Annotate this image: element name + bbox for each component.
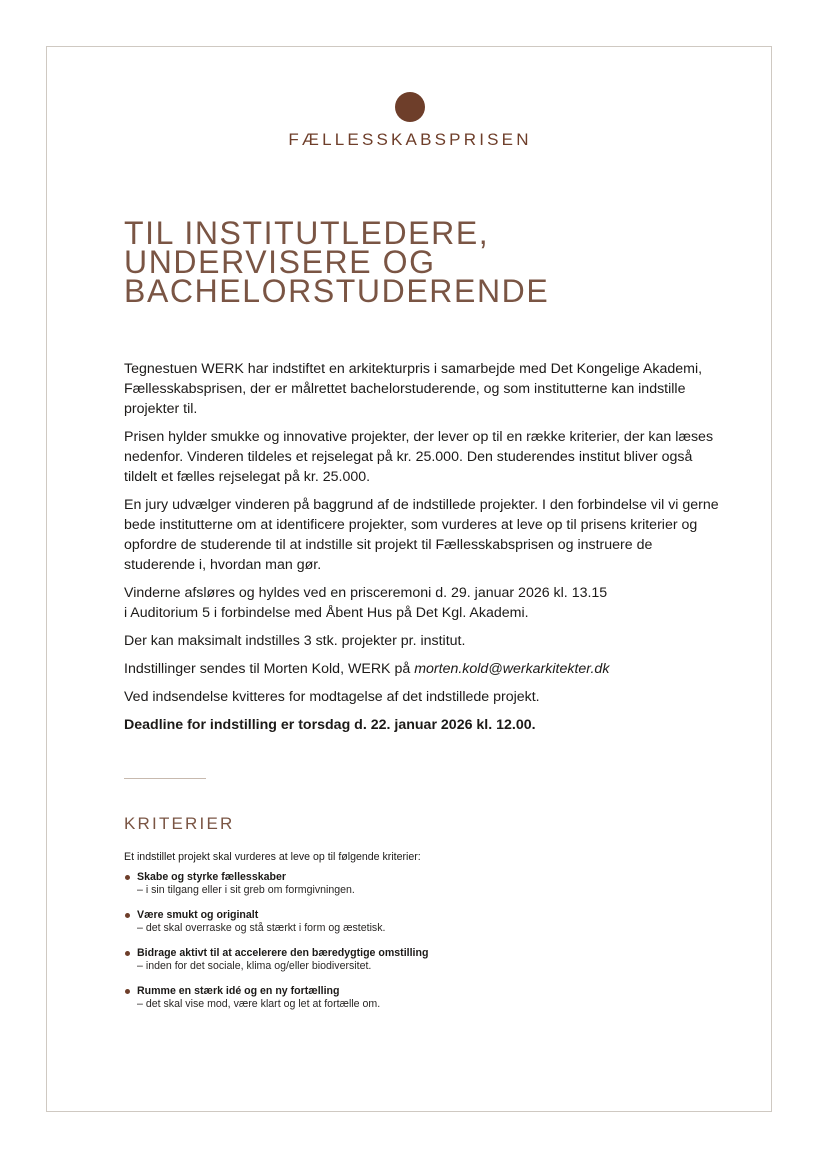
criteria-intro: Et indstillet projekt skal vurderes at leve op til følgende kriterier: <box>124 851 421 863</box>
deadline-text: Deadline for indstilling er torsdag d. 22. januar 2026 kl. 12.00. <box>124 717 536 733</box>
criteria-item <box>124 947 428 973</box>
ceremony-line-2: i Auditorium 5 i forbindelse med Åbent Hus på Det Kgl. Akademi. <box>124 605 529 621</box>
ceremony-line-1: Vinderne afsløres og hyldes ved en prisceremoni d. 29. januar 2026 kl. 13.15 <box>124 585 608 601</box>
submission-text: Indstillinger sendes til Morten Kold, WERK på <box>124 661 415 677</box>
criteria-heading: KRITERIER <box>124 814 235 833</box>
bullet-icon <box>125 989 130 994</box>
paragraph-max: Der kan maksimalt indstilles 3 stk. projekter pr. institut. <box>124 633 466 649</box>
criteria-item-title: Rumme en stærk idé og en ny fortælling <box>137 985 340 997</box>
paragraph-ceremony <box>124 583 724 623</box>
email-link[interactable]: morten.kold@werkarkitekter.dk <box>414 661 610 677</box>
title-line-1: TIL INSTITUTLEDERE, <box>124 215 490 251</box>
bullet-icon <box>125 875 130 880</box>
criteria-item <box>124 909 428 935</box>
criteria-item-desc: – det skal vise mod, være klart og let at fortælle om. <box>137 998 381 1010</box>
logo-dot-icon <box>395 92 425 122</box>
title-line-2: UNDERVISERE OG <box>124 244 436 280</box>
criteria-list <box>124 871 428 1023</box>
paragraph-jury: En jury udvælger vinderen på baggrund af de indstillede projekter. I den forbindelse vil vi gerne bede institutterne om at identificere projekter, som vurderes at leve op til prisens kriterier og opfordre de studerende til at indstille sit projekt til Fællesskabsprisen og instruere de studerende i, hvordan man gør. <box>124 497 719 573</box>
paragraph-receipt: Ved indsendelse kvitteres for modtagelse af det indstillede projekt. <box>124 689 540 705</box>
criteria-item <box>124 871 428 897</box>
page-title <box>124 215 550 309</box>
criteria-item-desc: – i sin tilgang eller i sit greb om formgivningen. <box>137 884 355 896</box>
criteria-item-desc: – inden for det sociale, klima og/eller biodiversitet. <box>137 960 372 972</box>
body-text <box>124 359 724 743</box>
logo-wordmark: FÆLLESSKABSPRISEN <box>288 130 532 149</box>
criteria-item-title: Være smukt og originalt <box>137 909 259 921</box>
bullet-icon <box>125 951 130 956</box>
criteria-item-desc: – det skal overraske og stå stærkt i form og æstetisk. <box>137 922 386 934</box>
criteria-item-title: Bidrage aktivt til at accelerere den bæredygtige omstilling <box>137 947 429 959</box>
criteria-item-title: Skabe og styrke fællesskaber <box>137 871 286 883</box>
paragraph-submission <box>124 659 724 679</box>
bullet-icon <box>125 913 130 918</box>
criteria-item <box>124 985 428 1011</box>
title-line-3: BACHELORSTUDERENDE <box>124 273 550 309</box>
paragraph-prize: Prisen hylder smukke og innovative projekter, der lever op til en række kriterier, der kan læses nedenfor. Vinderen tildeles et rejselegat på kr. 25.000. Den studerendes institut bliver også tildelt et fælles rejselegat på kr. 25.000. <box>124 429 714 485</box>
section-divider <box>124 778 206 779</box>
paragraph-intro: Tegnestuen WERK har indstiftet en arkitekturpris i samarbejde med Det Kongelige Akademi, Fællesskabsprisen, der er målrettet bachelorstuderende, og som institutterne kan indstille projekter til. <box>124 361 703 417</box>
